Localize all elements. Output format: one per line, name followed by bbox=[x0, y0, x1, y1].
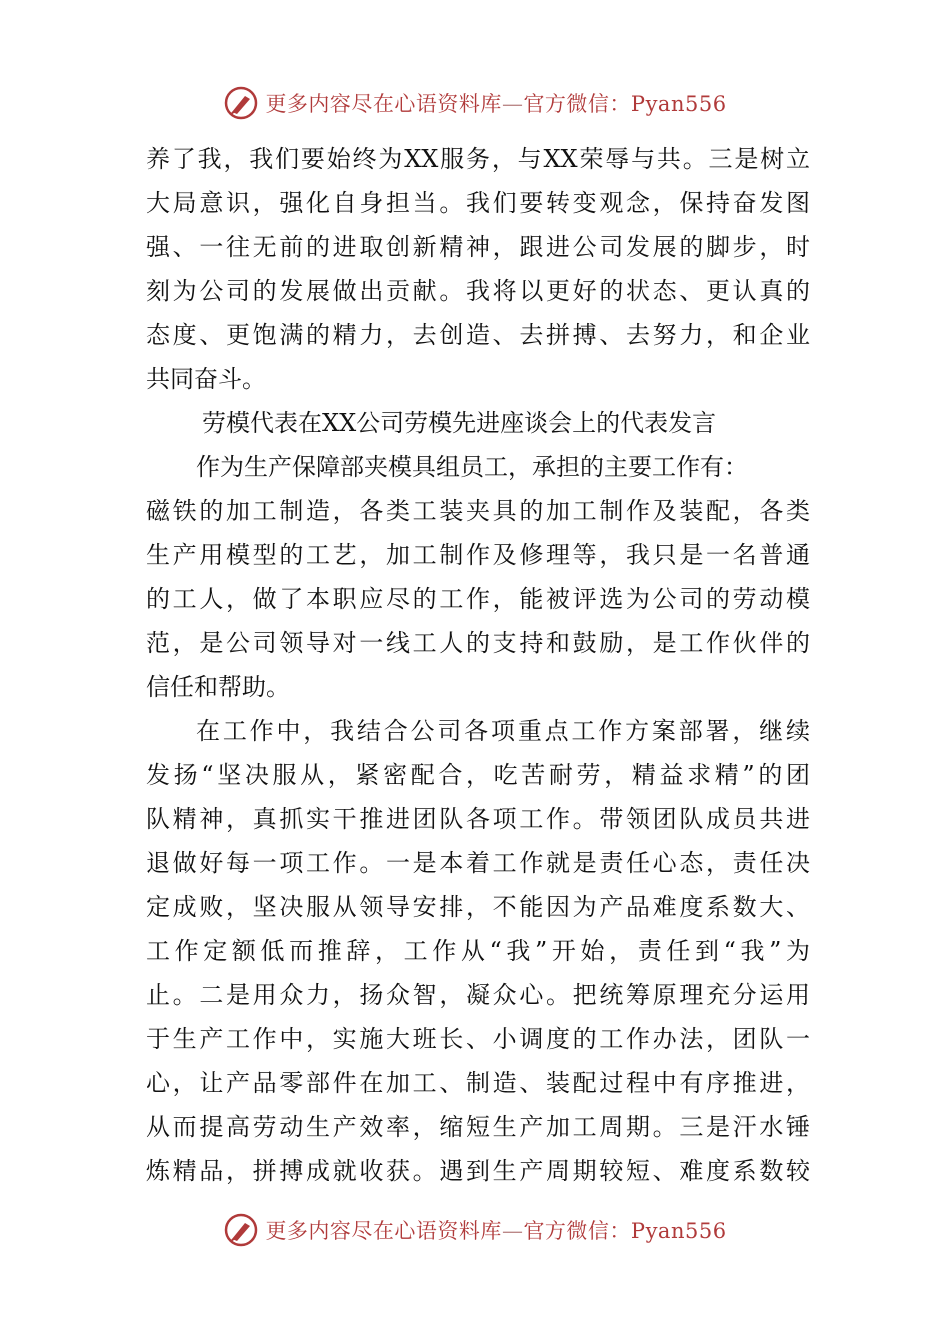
text-line: 刻为公司的发展做出贡献。我将以更好的状态、更认真的 bbox=[146, 277, 810, 305]
pen-nib-circle-icon bbox=[223, 85, 259, 121]
text-line: 共同奋斗。 bbox=[146, 365, 266, 393]
text-line: 作为生产保障部夹模具组员工，承担的主要工作有： bbox=[196, 453, 748, 481]
text-line: 心，让产品零部件在加工、制造、装配过程中有序推进， bbox=[146, 1069, 810, 1097]
text-line: 的工人，做了本职应尽的工作，能被评选为公司的劳动模 bbox=[146, 585, 810, 613]
header-banner bbox=[0, 83, 950, 123]
pen-nib-circle-icon bbox=[223, 1212, 259, 1248]
text-line: 工作定额低而推辞，工作从“我”开始，责任到“我”为 bbox=[146, 937, 810, 965]
text-line: 退做好每一项工作。一是本着工作就是责任心态，责任决 bbox=[146, 849, 810, 877]
text-line: 炼精品，拼搏成就收获。遇到生产周期较短、难度系数较 bbox=[146, 1157, 810, 1185]
text-line: 生产用模型的工艺，加工制作及修理等，我只是一名普通 bbox=[146, 541, 810, 569]
text-line: 从而提高劳动生产效率，缩短生产加工周期。三是汗水锤 bbox=[146, 1113, 810, 1141]
document-body bbox=[146, 137, 810, 1193]
text-line: 养了我，我们要始终为XX服务，与XX荣辱与共。三是树立 bbox=[146, 145, 810, 173]
banner-text: 更多内容尽在心语资料库—官方微信：Pyan556 bbox=[265, 92, 727, 116]
text-line: 定成败，坚决服从领导安排，不能因为产品难度系数大、 bbox=[146, 893, 810, 921]
text-line: 信任和帮助。 bbox=[146, 673, 290, 701]
section-title: 劳模代表在XX公司劳模先进座谈会上的代表发言 bbox=[202, 409, 717, 437]
text-line: 范，是公司领导对一线工人的支持和鼓励，是工作伙伴的 bbox=[146, 629, 810, 657]
text-line: 队精神，真抓实干推进团队各项工作。带领团队成员共进 bbox=[146, 805, 810, 833]
text-line: 于生产工作中，实施大班长、小调度的工作办法，团队一 bbox=[146, 1025, 810, 1053]
text-line: 态度、更饱满的精力，去创造、去拼搏、去努力，和企业 bbox=[146, 321, 810, 349]
footer-banner bbox=[0, 1210, 950, 1250]
text-line: 在工作中，我结合公司各项重点工作方案部署，继续 bbox=[196, 717, 810, 745]
text-line: 大局意识，强化自身担当。我们要转变观念，保持奋发图 bbox=[146, 189, 810, 217]
banner-text: 更多内容尽在心语资料库—官方微信：Pyan556 bbox=[265, 1219, 727, 1243]
text-line: 磁铁的加工制造，各类工装夹具的加工制作及装配，各类 bbox=[146, 497, 810, 525]
text-line: 发扬“坚决服从，紧密配合，吃苦耐劳，精益求精”的团 bbox=[146, 761, 810, 789]
text-line: 强、一往无前的进取创新精神，跟进公司发展的脚步，时 bbox=[146, 233, 810, 261]
text-line: 止。二是用众力，扬众智，凝众心。把统筹原理充分运用 bbox=[146, 981, 810, 1009]
